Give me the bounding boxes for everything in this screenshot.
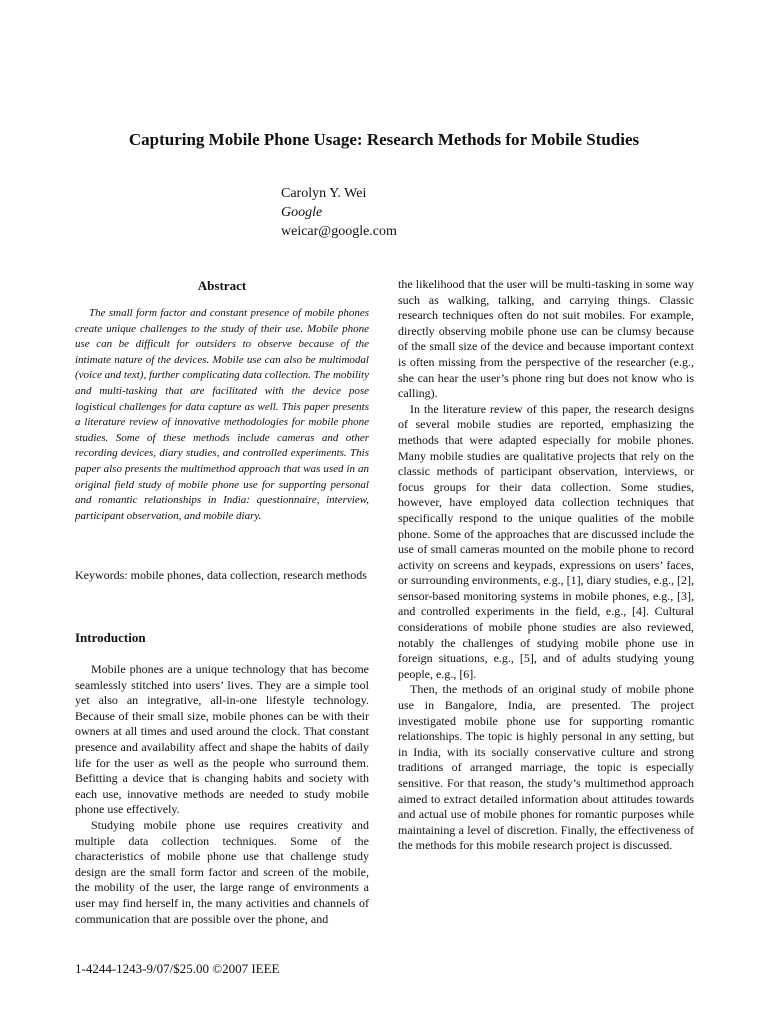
body-paragraph: the likelihood that the user will be multi-tasking in some way such as walking, talking, and carrying things. Classic research techniques often do not suit mobiles. For example, directly observing mobile phone use can be clumsy because of the small size of the device and because important context is often missing from the perspective of the researcher (e.g., she can hear the user’s phone ring but does not know who is calling). [398,277,694,401]
author-affiliation: Google [281,205,323,220]
introduction-body [75,662,369,927]
author-email: weicar@google.com [281,224,397,239]
introduction-paragraph: Mobile phones are a unique technology that has become seamlessly stitched into users’ lives. They are a simple tool yet also an integrative, all-in-one lifestyle technology. Because of their small size, mobile phones can be with their owners at all times and used around the clock. That constant presence and availability affect and shape the habits of daily life for the user as well as the people who surround them. Befitting a device that is changing habits and society with each use, innovative methods are needed to study mobile phone use effectively. [75,662,369,817]
body-paragraph: Then, the methods of an original study of mobile phone use in Bangalore, India, are presented. The project investigated mobile phone use for supporting romantic relationships. The topic is highly personal in any setting, but in India, with its socially conservative culture and strong traditions of arranged marriage, the topic is especially sensitive. For that reason, the study’s multimethod approach aimed to extract detailed information about attitudes towards and actual use of mobile phones for romantic purposes while maintaining a level of discretion. Finally, the effectiveness of the methods for this mobile research project is discussed. [398,682,694,853]
author-block [281,184,397,241]
author-name: Carolyn Y. Wei [281,186,367,201]
right-column-body [398,277,694,854]
introduction-paragraph: Studying mobile phone use requires creativity and multiple data collection techniques. Some of the characteristics of mobile phone use that challenge study design are the small form factor and screen of the mobile, the mobility of the user, the large range of environments a user may find herself in, the many activities and channels of communication that are possible over the phone, and [75,817,369,926]
copyright-footer: 1-4244-1243-9/07/$25.00 ©2007 IEEE [75,961,280,976]
keywords: Keywords: mobile phones, data collection, research methods [75,568,367,582]
introduction-heading: Introduction [75,630,146,645]
body-paragraph: In the literature review of this paper, the research designs of several mobile studies are reported, emphasizing the methods that were adapted especially for mobile phones. Many mobile studies are qualitative projects that rely on the classic methods of participant observation, interviews, or focus groups for their data collection. Some studies, however, have employed data collection techniques that specifically respond to the unique qualities of the mobile phone. Some of the approaches that are discussed include the use of small cameras mounted on the mobile phone to record activity on screens and keypads, expressions on users’ faces, or surrounding environments, e.g., [1], diary studies, e.g., [2], sensor-based monitoring systems in mobile phones, e.g., [3], and controlled experiments in the field, e.g., [4]. Cultural considerations of mobile phone studies are also reviewed, notably the challenges of studying mobile phone use in foreign situations, e.g., [5], and of adults studying young people, e.g., [6]. [398,401,694,681]
abstract-heading: Abstract [197,278,247,293]
abstract-text: The small form factor and constant presence of mobile phones create unique challenges to the study of their use. Mobile phone use can be difficult for outsiders to observe because of the intimate nature of the devices. Mobile use can also be multimodal (voice and text), further complicating data collection. The mobility and multi-tasking that are facilitated with the device pose logistical challenges for data capture as well. This paper presents a literature review of innovative methodologies for mobile phone studies. Some of these methods include cameras and other recording devices, diary studies, and controlled experiments. This paper also presents the multimethod approach that was used in an original field study of mobile phone use for supporting personal and romantic relationships in India: questionnaire, interview, participant observation, and mobile diary. [75,307,369,522]
paper-title: Capturing Mobile Phone Usage: Research Methods for Mobile Studies [128,130,640,149]
